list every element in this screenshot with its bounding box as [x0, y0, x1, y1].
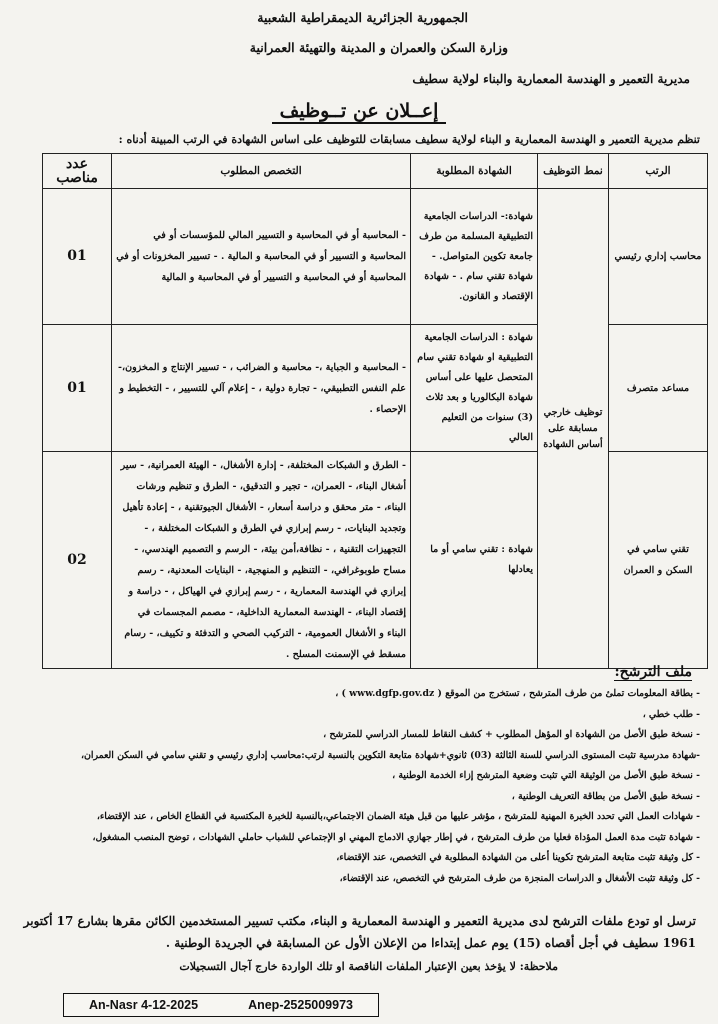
col-rank-header: الرتب [609, 154, 708, 189]
republic-header: الجمهورية الجزائرية الديمقراطية الشعبية [257, 10, 468, 25]
table-row [43, 452, 708, 669]
dossier-list [10, 684, 700, 889]
count-cell: 01 [43, 325, 112, 452]
col-count-header: عدد مناصب [43, 154, 112, 189]
list-item: - طلب خطي ، [642, 708, 700, 720]
announcement-title: إعــلان عن تــوظيف [0, 100, 718, 122]
col-cert-header: الشهادة المطلوبة [411, 154, 538, 189]
col-spec-header: التخصص المطلوب [112, 154, 411, 189]
ministry-header: وزارة السكن والعمران و المدينة والتهيئة العمرانية [249, 40, 508, 55]
list-item: - كل وثيقة تثبت متابعة المترشح تكوينا أعلى من الشهادة المطلوبة في التخصص، عند الإقتضاء، [336, 852, 700, 863]
count-cell: 02 [43, 452, 112, 669]
directorate-header: مديرية التعمير و الهندسة المعمارية والبناء لولاية سطيف [412, 72, 690, 86]
deposit-instructions: ترسل او تودع ملفات الترشح لدى مديرية التعمير و الهندسة المعمارية و البناء، مكتب تسيير المستخدمين الكائن مقرها بشارع 17 أكتوبر 1961 سطيف في أجل أقصاه (15) يوم عمل إبتداءا من الإعلان الأول عن المسابقة في الجريدة الوطنية . [23, 914, 696, 950]
col-mode-header: نمط التوظيف [538, 154, 609, 189]
list-item: -شهادة مدرسية تثبت المستوى الدراسي للسنة الثالثة (03) ثانوي+شهادة متابعة التكوين بالنسبة لرتب:محاسب إداري رئيسي و تقني سامي في السكن العمران، [81, 749, 700, 761]
certificate-cell: شهادة : الدراسات الجامعية التطبيقية او شهادة تقني سام المتحصل عليها على أساس شهادة البكالوريا و بعد ثلاث (3) سنوات من التعليم العالي [411, 325, 538, 452]
newspaper-ref: An-Nasr 4-12-2025 [88, 998, 199, 1012]
list-item: - كل وثيقة تثبت الأشغال و الدراسات المنجزة من طرف المترشح في التخصص، عند الإقتضاء، [339, 872, 700, 884]
list-item: - شهادات العمل التي تحدد الخبرة المهنية للمترشح ، مؤشر عليها من قبل هيئة الضمان الاجتماعي،بالنسبة للخبرة المكتسبة في القطاع الخاص ، عند الإقتضاء، [96, 811, 700, 822]
dossier-heading: ملف الترشح: [614, 664, 692, 680]
table-row [43, 189, 708, 325]
table-row [43, 325, 708, 452]
specialty-cell: - الطرق و الشبكات المختلفة، - إدارة الأشغال، - الهيئة العمرانية، - سير أشغال البناء، - العمران، - تجير و التدقيق، - الطرق و تنظيم ورشات البناء، - متر محقق و دراسة أسعار، - الأشغال الجيوتقنية ، - إعادة تأهيل وتجديد البنايات، - رسم إبرازي في الطرق و الشبكات المختلفة ، - التجهيزات التقنية ، - نظافة،أمن بيئة، - الرسم و التصميم الهندسي، - مساح طوبوغرافي، - التنظيم و المنهجية، - البنايات المعدنية، - رسم إبرازي في الهندسة المعمارية ، - رسم إبرازي في الهياكل ، - دراسة و إقتصاد البناء، - الهندسة المعمارية الداخلية، - مصمم المجسمات في البناء و الأشغال العمومية، - التركيب الصحي و التدفئة و تكييف، - رسام مسقط في الإسمنت المسلح . [112, 452, 411, 669]
list-item: - نسخة طبق الأصل من بطاقة التعريف الوطنية ، [511, 790, 700, 802]
note-text: ملاحظة: لا يؤخذ بعين الإعتبار الملفات الناقصة او تلك الواردة خارج آجال التسجيلات [179, 960, 558, 973]
list-item: - نسخة طبق الأصل من الوثيقة التي تثبت وضعية المترشح إزاء الخدمة الوطنية ، [392, 770, 700, 781]
publication-footer [63, 993, 379, 1017]
recruitment-mode-cell: توظيف خارجي مسابقة على أساس الشهادة [538, 189, 609, 669]
rank-cell: محاسب إداري رئيسي [609, 189, 708, 325]
table-header-row [43, 154, 708, 189]
list-item: - نسخة طبق الأصل من الشهادة او المؤهل المطلوب + كشف النقاط للمسار الدراسي للمترشح ، [323, 729, 700, 740]
anep-ref: Anep-2525009973 [248, 998, 353, 1012]
count-cell: 01 [43, 189, 112, 325]
rank-cell: مساعد متصرف [609, 325, 708, 452]
positions-table [42, 153, 708, 669]
intro-text: تنظم مديرية التعمير و الهندسة المعمارية و البناء لولاية سطيف مسابقات للتوظيف على اساس الشهادة في الرتب المبينة أدناه : [118, 133, 700, 146]
specialty-cell: - المحاسبة و الجباية ،- محاسبة و الضرائب ، - تسيير الإنتاج و المخزون،- علم النفس التطبيقي، - تجارة دولية ، - إعلام آلي للتسيير ، - التخطيط و الإحصاء . [112, 325, 411, 452]
certificate-cell: شهادة : تقني سامي أو ما يعادلها [411, 452, 538, 669]
list-item: - بطاقة المعلومات تملئ من طرف المترشح ، تستخرج من الموقع ( www.dgfp.gov.dz ) ، [335, 688, 700, 699]
certificate-cell: شهادة:- الدراسات الجامعية التطبيقية المسلمة من طرف جامعة تكوين المتواصل. - شهادة تقني سام . - شهادة الإقتصاد و القانون. [411, 189, 538, 325]
specialty-cell: - المحاسبة أو في المحاسبة و التسيير المالي للمؤسسات أو في المحاسبة و التسيير أو في المحاسبة و المالية . - تسيير المخزونات أو في المحاسبة أو في المحاسبة و التسيير أو في المحاسبة و المالية [112, 189, 411, 325]
list-item: - شهادة تثبت مدة العمل المؤداة فعليا من طرف المترشح ، في إطار جهازي الادماج المهني او الإجتماعي للشباب حاملي الشهادات ، توضح المنصب المشغول، [92, 831, 700, 843]
rank-cell: تقني سامي في السكن و العمران [609, 452, 708, 669]
